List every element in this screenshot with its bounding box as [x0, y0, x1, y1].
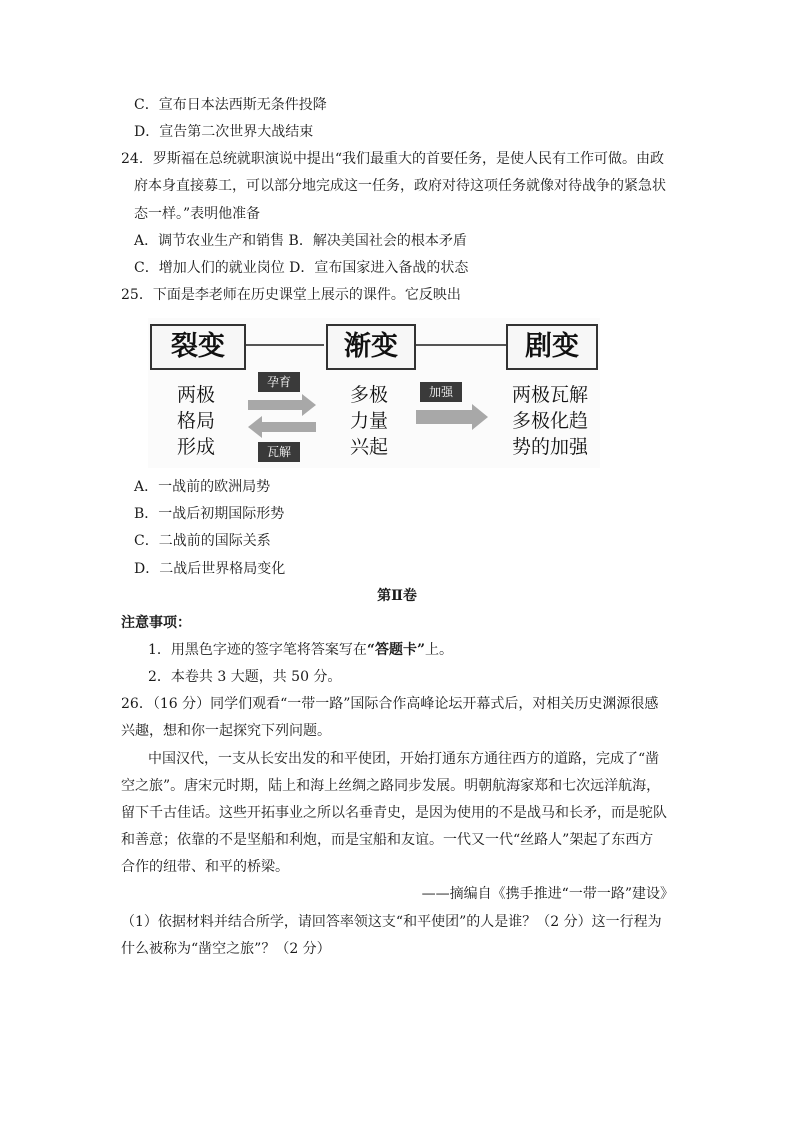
box-liebian: 裂变 [150, 324, 246, 370]
q26-source: ——摘编自《携手推进“一带一路”建设》 [421, 886, 674, 902]
q23-option-d: D．宣告第二次世界大战结束 [134, 124, 314, 140]
text-col2-line2: 力量 [349, 410, 388, 432]
q25-option-a: A．一战前的欧洲局势 [134, 479, 271, 495]
text-col1-line1: 两极 [176, 384, 215, 406]
text-col1 [156, 382, 236, 460]
q26-sub1-line2: 什么被称为“凿空之旅”？（2 分） [121, 941, 331, 957]
tag-yunyu: 孕育 [258, 372, 300, 392]
text-col2-line3: 兴起 [349, 436, 388, 458]
text-col2 [334, 382, 404, 460]
tag-jiaqiang: 加强 [420, 382, 462, 402]
text-col3-line1: 两极瓦解 [511, 384, 588, 406]
q25-option-b: B．一战后初期国际形势 [134, 506, 285, 522]
right-arrow-icon [414, 404, 490, 430]
notice-item-1-post: 上。 [425, 642, 454, 658]
text-col1-line3: 形成 [176, 436, 215, 458]
q26-material-line2: 空之旅”。唐宋元时期，陆上和海上丝绸之路同步发展。明朝航海家郑和七次远洋航海， [121, 778, 661, 794]
connector-line-2 [414, 344, 506, 346]
q25-option-c: C．二战前的国际关系 [134, 533, 271, 549]
q26-material-line3: 留下千古佳话。这些开拓事业之所以名垂青史，是因为使用的不是战马和长矛，而是驼队 [121, 805, 667, 821]
q24-options-cd: C．增加人们的就业岗位 D．宣布国家进入备战的状态 [134, 260, 469, 276]
section-title: 第Ⅱ卷 [377, 588, 417, 604]
text-col2-line1: 多极 [349, 384, 388, 406]
connector-line-1 [244, 344, 324, 346]
q24-stem-line3: 态一样。”表明他准备 [134, 206, 261, 222]
q26-material-line5: 合作的纽带、和平的桥梁。 [121, 859, 289, 875]
q24-stem-line1: 24．罗斯福在总统就职演说中提出“我们最重大的首要任务，是使人民有工作可做。由政 [121, 151, 664, 167]
tag-wajie: 瓦解 [258, 442, 300, 462]
notice-item-1-bold: “答题卡” [366, 642, 426, 658]
text-col1-line2: 格局 [176, 410, 215, 432]
q23-option-c: C．宣布日本法西斯无条件投降 [134, 97, 327, 113]
text-col3 [500, 382, 600, 460]
q26-stem-line2: 兴趣，想和你一起探究下列问题。 [121, 723, 331, 739]
q26-material-line4: 和善意；依靠的不是坚船和利炮，而是宝船和友谊。一代又一代“丝路人”架起了东西方 [121, 832, 654, 848]
q24-stem-line2: 府本身直接募工，可以部分地完成这一任务，政府对待这项任务就像对待战争的紧急状 [134, 178, 666, 194]
q25-stem: 25．下面是李老师在历史课堂上展示的课件。它反映出 [121, 287, 461, 303]
notice-title: 注意事项： [121, 615, 191, 631]
notice-item-2: 2．本卷共 3 大题，共 50 分。 [148, 669, 342, 685]
q26-material-line1: 中国汉代，一支从长安出发的和平使团，开始打通东方通往西方的道路，完成了“凿 [148, 751, 660, 767]
q26-stem-line1: 26．（16 分）同学们观看“一带一路”国际合作高峰论坛开幕式后，对相关历史渊源很感 [121, 696, 659, 712]
notice-item-1 [148, 640, 453, 660]
box-jianbian: 渐变 [326, 324, 416, 370]
text-col3-line2: 多极化趋 [511, 410, 588, 432]
text-col3-line3: 势的加强 [511, 436, 588, 458]
q24-options-ab: A．调节农业生产和销售 B．解决美国社会的根本矛盾 [134, 233, 467, 249]
q26-sub1-line1: （1）依据材料并结合所学，请回答率领这支“和平使团”的人是谁？（2 分）这一行程为 [121, 914, 662, 930]
notice-item-1-pre: 1．用黑色字迹的签字笔将答案写在 [148, 642, 367, 658]
box-jubian: 剧变 [506, 324, 598, 370]
double-arrow-icon [246, 394, 318, 438]
q25-option-d: D．二战后世界格局变化 [134, 561, 286, 577]
q25-diagram [148, 318, 600, 468]
